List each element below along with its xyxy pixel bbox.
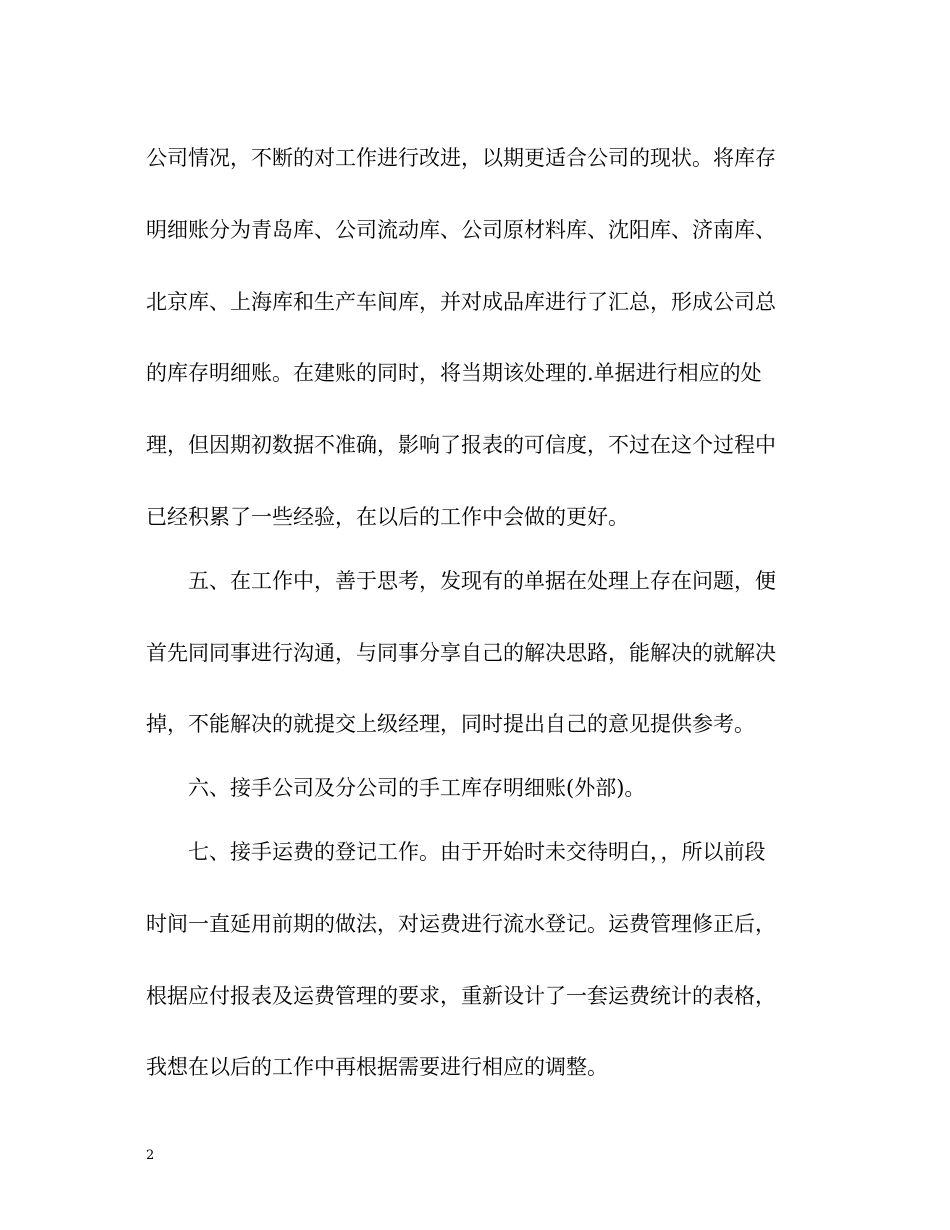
text-line: 我想在以后的工作中再根据需要进行相应的调整。 [146,1055,608,1079]
text-line: 时间一直延用前期的做法，对运费进行流水登记。运费管理修正后， [146,912,776,936]
paragraph-first-line: 六、接手公司及分公司的手工库存明细账(外部)。 [188,776,646,800]
text-line: 北京库、上海库和生产车间库，并对成品库进行了汇总，形成公司总 [146,290,776,314]
text-line: 首先同同事进行沟通，与同事分享自己的解决思路，能解决的就解决 [146,641,776,665]
text-line: 根据应付报表及运费管理的要求，重新设计了一套运费统计的表格， [146,984,776,1008]
text-line: 掉，不能解决的就提交上级经理，同时提出自己的意见提供参考。 [146,712,755,736]
paragraph-first-line: 五、在工作中，善于思考，发现有的单据在处理上存在问题，便 [188,569,776,593]
text-line: 明细账分为青岛库、公司流动库、公司原材料库、沈阳库、济南库、 [146,218,776,242]
text-line: 公司情况，不断的对工作进行改进，以期更适合公司的现状。将库存 [146,146,776,170]
page-number: 2 [146,1148,155,1163]
text-line: 的库存明细账。在建账的同时，将当期该处理的.单据进行相应的处 [146,361,762,385]
paragraph-first-line: 七、接手运费的登记工作。由于开始时未交待明白，，所以前段 [188,840,766,864]
text-line: 理，但因期初数据不准确，影响了报表的可信度，不过在这个过程中 [146,433,776,457]
text-line: 已经积累了一些经验，在以后的工作中会做的更好。 [146,505,629,529]
